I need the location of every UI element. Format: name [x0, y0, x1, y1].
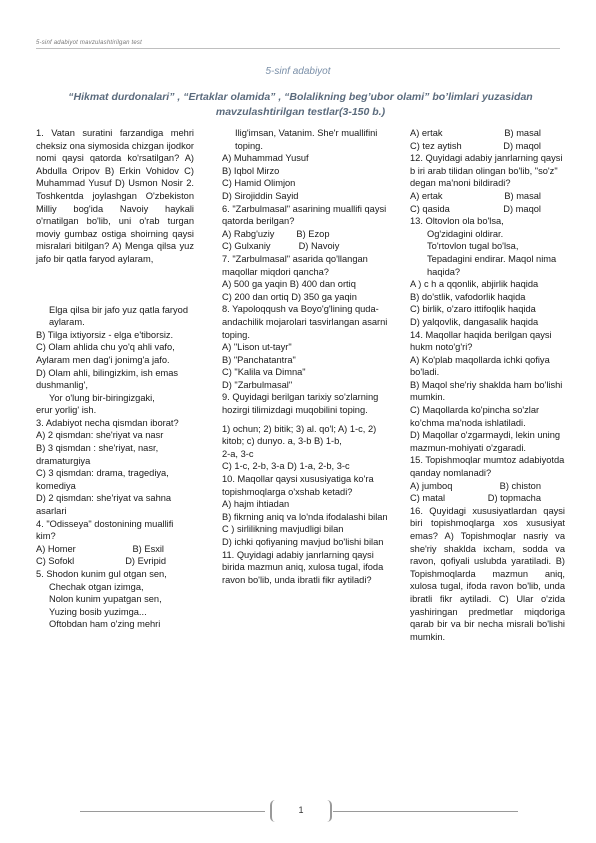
poem-line: Tepadagini endirar. Maqol nima haqida? — [427, 253, 557, 277]
answer-option: D) maqol — [503, 203, 541, 214]
answer-option: C) birlik, o'zaro ittifoqlik haqida — [410, 304, 536, 315]
answer-option: C) "Kalila va Dimna" — [222, 367, 306, 378]
answer-option: C) tez aytish — [410, 140, 462, 151]
answer-option: A) Rabg'uziy — [222, 228, 275, 239]
answer-option: D) Evripid — [125, 556, 166, 567]
answer-option: A) Homer — [36, 543, 76, 554]
column-1 — [36, 127, 194, 631]
answer-option: C) 200 dan ortiq D) 350 ga yaqin — [222, 291, 357, 302]
poem-line: Chechak otgan izimga, — [49, 581, 144, 592]
answer-option: B) masal — [504, 128, 541, 138]
question-14: 14. Maqollar haqida berilgan qaysi hukm noto'g'ri? — [410, 329, 552, 353]
column-3 — [410, 127, 565, 643]
answer-row — [222, 240, 388, 253]
column-2 — [222, 127, 388, 586]
answer-option: A) 500 ga yaqin B) 400 dan ortiq — [222, 279, 356, 290]
footer-rule-left — [80, 811, 265, 812]
question-6: 6. "Zarbulmasal" asarining muallifi qaysi qatorda berilgan? — [222, 203, 387, 227]
answer-option: D) yalqovlik, dangasalik haqida — [410, 316, 539, 327]
answer-option: A) ertak — [410, 190, 443, 201]
answer-row — [410, 480, 565, 493]
answer-option: A) 2 qismdan: she'riyat va nasr — [36, 430, 164, 441]
answer-option: D) maqol — [503, 140, 541, 151]
matching-line: 1) ochun; 2) bitik; 3) al. qo'l; A) 1-c, 2) kitob; c) dunyo. a, 3-b B) 1-b, — [222, 423, 377, 447]
question-8: 8. Yapoloqqush va Boyo'g'lining quda-andachilik mojarolari tasvirlangan asarni toping. — [222, 304, 388, 340]
text-line: B) Tilga ixtiyorsiz - elga e'tiborsiz. — [36, 329, 174, 340]
question-4: 4. "Odisseya" dostonining muallifi kim? — [36, 518, 174, 542]
answer-row — [410, 140, 565, 153]
answer-option: B) do'stlik, vafodorlik haqida — [410, 291, 526, 302]
answer-option: C) 3 qismdan: drama, tragediya, komediya — [36, 468, 169, 491]
answer-option: B) Esxil — [132, 543, 164, 554]
footer-rule-right — [333, 811, 518, 812]
answer-option: B) fikrning aniq va lo'nda ifodalashi bilan — [222, 511, 388, 522]
answer-option: D) 2 qismdan: she'riyat va sahna asarlari — [36, 493, 172, 517]
question-12: 12. Quyidagi adabiy janrlarning qaysi b iri arab tilidan olingan bo'lib, "so'z" degan ma'noni bildiradi? — [410, 153, 563, 189]
answer-row — [36, 555, 194, 568]
answer-option: D) ichki qofiyaning mavjud bo'lishi bilan — [222, 537, 384, 547]
poem-line: Oftobdan ham o'zing mehri — [49, 619, 161, 630]
answer-option: A) Muhammad Yusuf — [222, 153, 309, 164]
answer-row — [410, 190, 565, 203]
answer-option: D) Navoiy — [298, 241, 340, 252]
answer-row — [36, 543, 194, 556]
answer-option: B) chiston — [499, 480, 541, 491]
answer-row — [410, 492, 565, 505]
text-line: Ilig'imsan, Vatanim. She'r muallifini toping. — [235, 128, 378, 151]
running-header: 5-sinf adabiyot mavzulashtirilgan test — [36, 40, 142, 46]
question-10: 10. Maqollar qaysi xususiyatiga ko'ra topishmoqlarga o'xshab ketadi? — [222, 474, 374, 497]
question-15: 15. Topishmoqlar mumtoz adabiyotda qanday nomlanadi? — [410, 455, 565, 479]
answer-option: B) "Panchatantra" — [222, 354, 296, 365]
answer-option: A) Ko'plab maqollarda ichki qofiya bo'ladi. — [410, 354, 550, 378]
question-7: 7. "Zarbulmasal" asarida qo'llangan maqollar miqdori qancha? — [222, 253, 368, 277]
answer-option: B) Ezop — [296, 228, 330, 239]
answer-option: C) Gulxaniy — [222, 241, 271, 252]
header-divider — [36, 48, 560, 49]
answer-option: C ) sirlilikning mavjudligi bilan — [222, 524, 344, 535]
question-1-2: 1. Vatan suratini farzandiga mehri cheksiz ona siymosida chizgan ijodkor nomi qaysi qatorda ko'rsatilgan? A) Abdulla Oripov B) Erkin Vohidov C) Muhammad Yusuf D) Usmon Nosir 2. Toshkentda joylashgan O'zbekiston Milliy bog'ida Navoiy haykali o'rnatilgan bo'lib, uni o'rab turgan moviy gumbaz ostiga shoirning qaysi misralari bitilgan? A) Menga qilsa yuz jafo bir qatla faryod aylaram, — [36, 128, 194, 264]
poem-line: Nolon kunim yupatgan sen, — [49, 594, 162, 605]
poem-line: Yuzing bosib yuzimga... — [49, 606, 147, 617]
page-number: 1 — [298, 805, 304, 815]
answer-option: A) "Lison ut-tayr" — [222, 342, 292, 353]
text-line: Elga qilsa bir jafo yuz qatla faryod aylaram. — [49, 304, 189, 328]
answer-row — [222, 228, 388, 241]
answer-option: B) Iqbol Mirzo — [222, 165, 280, 176]
answer-option: D) Maqollar o'zgarmaydi, lekin uning mazmun-mohiyati o'zgaradi. — [410, 430, 561, 453]
text-line: D) Olam ahli, bilingizkim, ish emas dushmanlig', — [36, 367, 179, 391]
answer-option: A) ertak — [410, 128, 443, 138]
text-line: erur yorlig' ish. — [36, 405, 97, 416]
matching-line: C) 1-c, 2-b, 3-a D) 1-a, 2-b, 3-c — [222, 461, 350, 472]
answer-option: A ) c h a qqonlik, abjirlik haqida — [410, 279, 539, 290]
question-9: 9. Quyidagi berilgan tarixiy so'zlarning hozirgi tilimizdagi muqobilini toping. — [222, 392, 379, 416]
answer-option: A) jumboq — [410, 480, 453, 491]
answer-option: A) hajm ihtiadan — [222, 499, 290, 510]
answer-option: C) Maqollarda ko'pincha so'zlar ko'chma ma'noda ishlatiladi. — [410, 405, 540, 428]
question-11: 11. Quyidagi adabiy janrlarning qaysi birida mazmun aniq, xulosa tugal, ifoda ravon bo'lib, unda ibratli fikr aytiladi? — [222, 549, 384, 585]
answer-option: B) Maqol she'riy shaklda ham bo'lishi mumkin. — [410, 379, 563, 403]
question-5: 5. Shodon kunim gul otgan sen, — [36, 569, 167, 579]
document-title: “Hikmat durdonalari” , “Ertaklar olamida” , “Bolalikning beg’ubor olami” bo’limlari yuzasidan mavzulashtirilgan testlar(3-150 b.) — [68, 91, 533, 118]
subject-title: 5-sinf adabiyot — [265, 66, 331, 77]
answer-option: D) topmacha — [487, 493, 541, 504]
answer-option: D) "Zarbulmasal" — [222, 379, 293, 390]
question-13: 13. Oltovlon ola bo'lsa, — [410, 216, 504, 227]
answer-row — [410, 203, 565, 216]
answer-option: C) matal — [410, 493, 446, 504]
text-line: Yor o'lung bir-biringizgaki, — [49, 392, 155, 403]
question-16: 16. Quyidagi xususiyatlardan qaysi biri topishmoqlarga xos xususiyat emas? A) Topishmoqlar nasriy va she'riy shaklda ixcham, sodda va ravon, qofiyali uslubda yaratiladi. B) Topishmoqlarda mazmun aniq, xulosa tugal, ifoda ravon bo'lib, unda ibratli fikr aytiladi. C) Ular o'zida yashiringan predmetlar miqdoriga qarab bir va bir necha misrali bo'lishi mumkin. — [410, 505, 565, 642]
answer-option: D) Sirojiddin Sayid — [222, 190, 299, 201]
poem-line: Og'zidagini oldirar. — [427, 228, 504, 239]
text-line: C) Olam ahlida chu yo'q ahli vafo, Aylaram men dag'i jonimg'a jafo. — [36, 342, 175, 365]
answer-option: B) 3 qismdan : she'riyat, nasr, dramaturgiya — [36, 443, 159, 466]
answer-option: C) Hamid Olimjon — [222, 178, 296, 189]
answer-option: C) qasida — [410, 203, 450, 214]
answer-row — [410, 127, 565, 140]
question-3: 3. Adabiyot necha qismdan iborat? — [36, 417, 179, 428]
answer-option: C) Sofokl — [36, 556, 75, 567]
answer-option: B) masal — [504, 190, 541, 201]
poem-line: To'rtovlon tugal bo'lsa, — [427, 241, 519, 252]
matching-line: 2-a, 3-c — [222, 448, 254, 459]
